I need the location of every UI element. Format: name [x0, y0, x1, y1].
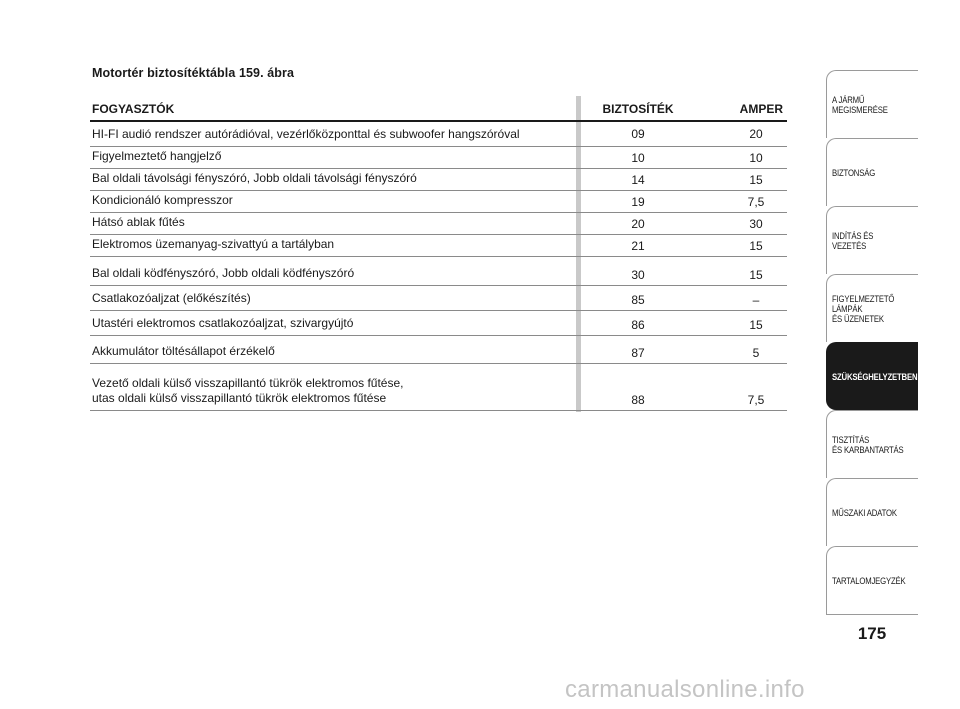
fuse-number: 20	[631, 217, 645, 231]
tab-label: TARTALOMJEGYZÉK	[832, 575, 906, 586]
header-fuse: BIZTOSÍTÉK	[602, 102, 674, 116]
amper-value: 7,5	[747, 393, 765, 407]
amper-value: 20	[749, 127, 763, 141]
table-body	[90, 122, 787, 411]
consumer-name: Hátsó ablak fűtés	[92, 215, 185, 229]
table-row	[90, 311, 787, 336]
consumer-name: Bal oldali ködfényszóró, Jobb oldali ködfényszóró	[92, 266, 355, 280]
fuse-number: 09	[631, 127, 645, 141]
table-row	[90, 257, 787, 286]
tab-label: INDÍTÁS ÉS VEZETÉS	[832, 230, 874, 251]
consumer-name: Akkumulátor töltésállapot érzékelő	[92, 344, 275, 358]
consumer-name: Kondicionáló kompresszor	[92, 193, 233, 207]
consumer-name: Figyelmeztető hangjelző	[92, 149, 222, 163]
table-row	[90, 336, 787, 364]
table-row	[90, 286, 787, 311]
fuse-number: 86	[631, 318, 645, 332]
header-consumers: FOGYASZTÓK	[92, 102, 175, 116]
amper-value: 5	[752, 346, 760, 360]
fuse-number: 19	[631, 195, 645, 209]
chapter-tabs	[826, 70, 918, 615]
consumer-name: HI-FI audió rendszer autórádióval, vezérlőközponttal és subwoofer hangszóróval	[92, 127, 520, 141]
consumer-name: Vezető oldali külső visszapillantó tükrök elektromos fűtése, utas oldali külső visszapillantó tükrök elektromos fűtése	[92, 376, 404, 405]
amper-value: 15	[749, 239, 763, 253]
table-row	[90, 169, 787, 191]
amper-value: 10	[749, 151, 763, 165]
amper-value: 15	[749, 268, 763, 282]
table-row	[90, 364, 787, 411]
tab-vehicle-intro[interactable]	[826, 70, 918, 138]
consumer-name: Elektromos üzemanyag-szivattyú a tartályban	[92, 237, 335, 251]
consumer-name: Utastéri elektromos csatlakozóaljzat, szivargyújtó	[92, 316, 354, 330]
tab-label: FIGYELMEZTETŐ LÁMPÁK ÉS ÜZENETEK	[832, 293, 895, 324]
fuse-number: 87	[631, 346, 645, 360]
tab-label: SZÜKSÉGHELYZETBEN	[832, 371, 918, 382]
fuse-number: 88	[631, 393, 645, 407]
tab-label: MŰSZAKI ADATOK	[832, 507, 897, 518]
table-header	[90, 96, 787, 122]
tab-index[interactable]	[826, 546, 918, 614]
fuse-table	[90, 96, 787, 411]
tab-label: BIZTONSÁG	[832, 167, 876, 178]
tabs-bottom-rule	[826, 614, 918, 615]
table-row	[90, 213, 787, 235]
fuse-number: 30	[631, 268, 645, 282]
tab-technical-data[interactable]	[826, 478, 918, 546]
table-row	[90, 122, 787, 147]
tab-safety[interactable]	[826, 138, 918, 206]
fuse-number: 21	[631, 239, 645, 253]
consumer-name: Csatlakozóaljzat (előkészítés)	[92, 291, 251, 305]
amper-value: 15	[749, 318, 763, 332]
tab-starting-driving[interactable]	[826, 206, 918, 274]
consumer-name: Bal oldali távolsági fényszóró, Jobb oldali távolsági fényszóró	[92, 171, 417, 185]
header-amper: AMPER	[739, 102, 783, 116]
amper-value: –	[752, 293, 760, 307]
table-row	[90, 235, 787, 257]
amper-value: 7,5	[747, 195, 765, 209]
amper-value: 30	[749, 217, 763, 231]
tab-emergency[interactable]	[826, 342, 918, 410]
watermark: carmanualsonline.info	[565, 676, 805, 703]
fuse-number: 10	[631, 151, 645, 165]
fuse-number: 14	[631, 173, 645, 187]
tab-label: TISZTÍTÁS ÉS KARBANTARTÁS	[832, 434, 904, 455]
table-row	[90, 191, 787, 213]
figure-caption: Motortér biztosítéktábla 159. ábra	[92, 66, 295, 80]
tab-warning-lamps[interactable]	[826, 274, 918, 342]
table-row	[90, 147, 787, 169]
tab-cleaning-maintenance[interactable]	[826, 410, 918, 478]
fuse-number: 85	[631, 293, 645, 307]
page-number: 175	[857, 624, 887, 643]
tab-label: A JÁRMŰ MEGISMERÉSE	[832, 94, 888, 115]
amper-value: 15	[749, 173, 763, 187]
